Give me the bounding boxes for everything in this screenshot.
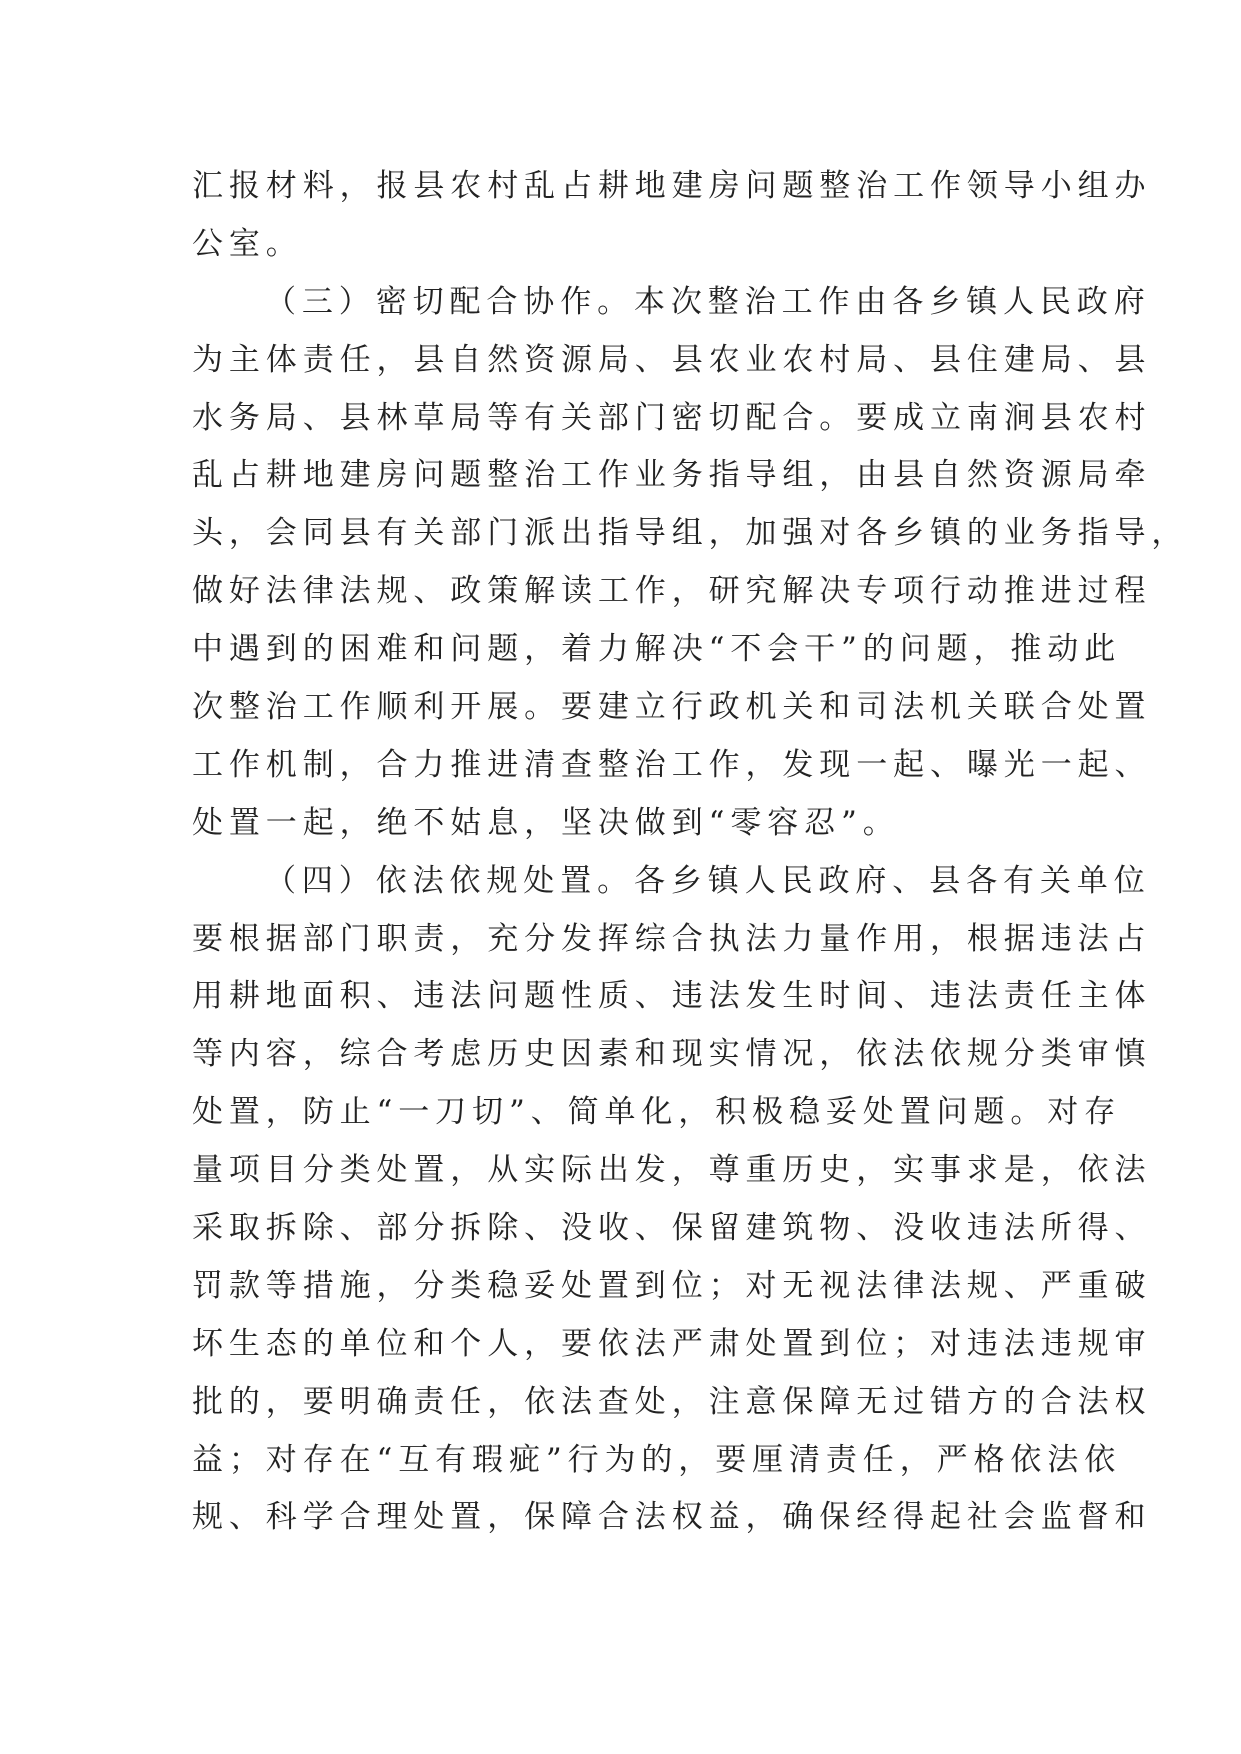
text-line: （三）密切配合协作。本次整治工作由各乡镇人民政府 (265, 283, 1151, 320)
text-line: 公室。 (192, 225, 303, 262)
text-line: 采取拆除、部分拆除、没收、保留建筑物、没收违法所得、 (192, 1210, 1152, 1247)
document-body-text (192, 158, 1189, 1547)
text-line: 为主体责任，县自然资源局、县农业农村局、县住建局、县 (192, 341, 1152, 378)
text-line: 中遇到的困难和问题，着力解决“不会干”的问题，推动此 (192, 631, 1122, 668)
text-line: 乱占耕地建房问题整治工作业务指导组，由县自然资源局牵 (192, 457, 1152, 494)
text-line: 要根据部门职责，充分发挥综合执法力量作用，根据违法占 (192, 920, 1152, 957)
text-line: 工作机制，合力推进清查整治工作，发现一起、曝光一起、 (192, 746, 1152, 783)
text-line: 量项目分类处置，从实际出发，尊重历史，实事求是，依法 (192, 1152, 1152, 1189)
text-line: 用耕地面积、违法问题性质、违法发生时间、违法责任主体 (192, 978, 1152, 1015)
text-line: 规、科学合理处置，保障合法权益，确保经得起社会监督和 (192, 1499, 1152, 1536)
text-line: 罚款等措施，分类稳妥处置到位；对无视法律法规、严重破 (192, 1267, 1152, 1304)
text-line: 益；对存在“互有瑕疵”行为的，要厘清责任，严格依法依 (192, 1441, 1122, 1478)
text-line: 处置，防止“一刀切”、简单化，积极稳妥处置问题。对存 (192, 1094, 1122, 1131)
text-line: 处置一起，绝不姑息，坚决做到“零容忍”。 (192, 804, 900, 841)
text-line: 批的，要明确责任，依法查处，注意保障无过错方的合法权 (192, 1383, 1152, 1420)
text-line: （四）依法依规处置。各乡镇人民政府、县各有关单位 (265, 862, 1151, 899)
text-line: 汇报材料，报县农村乱占耕地建房问题整治工作领导小组办 (192, 168, 1152, 204)
text-line: 做好法律法规、政策解读工作，研究解决专项行动推进过程 (192, 573, 1152, 610)
text-line: 等内容，综合考虑历史因素和现实情况，依法依规分类审慎 (192, 1036, 1152, 1073)
text-line: 水务局、县林草局等有关部门密切配合。要成立南涧县农村 (192, 399, 1152, 436)
text-line: 坏生态的单位和个人，要依法严肃处置到位；对违法违规审 (192, 1325, 1152, 1362)
text-line: 次整治工作顺利开展。要建立行政机关和司法机关联合处置 (192, 689, 1152, 726)
text-line: 头，会同县有关部门派出指导组，加强对各乡镇的业务指导， (192, 515, 1189, 552)
